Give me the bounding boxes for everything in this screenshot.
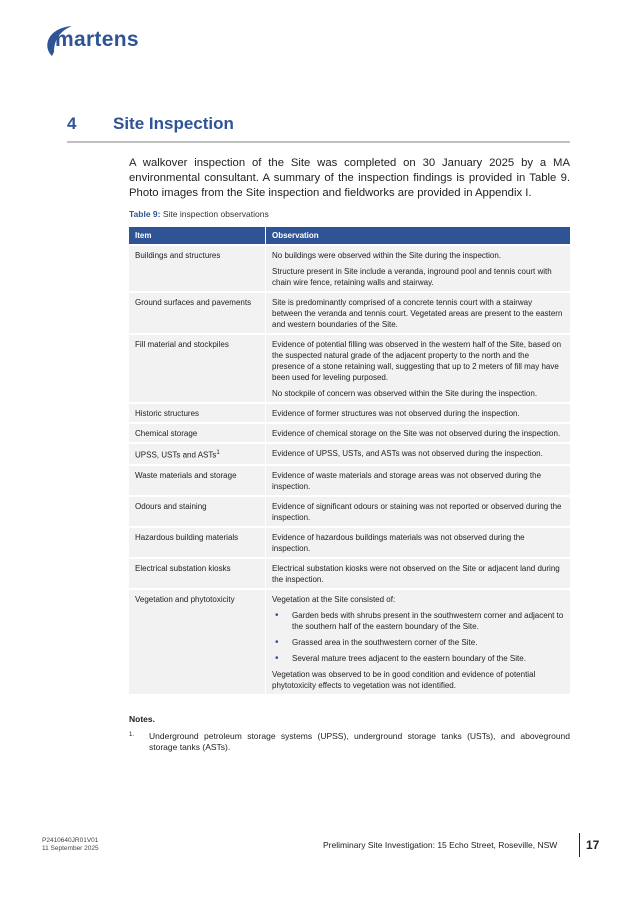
table-caption xyxy=(129,209,269,219)
item-cell xyxy=(129,292,266,334)
item-cell xyxy=(129,334,266,403)
footer-title: Preliminary Site Investigation: 15 Echo Street, Roseville, NSW xyxy=(323,840,558,850)
observation-cell xyxy=(266,558,571,589)
footer-reference xyxy=(42,837,99,853)
note-item xyxy=(129,731,570,753)
observation-text: No stockpile of concern was observed within the Site during the inspection. xyxy=(272,389,538,398)
item-label: Ground surfaces and pavements xyxy=(135,298,252,307)
table-row xyxy=(129,423,570,443)
intro-paragraph: A walkover inspection of the Site was completed on 30 January 2025 by a MA environmental consultant. A summary of the inspection findings is provided in Table 9. Photo images from the Site inspection and fieldworks are provided in Appendix I. xyxy=(129,157,570,199)
header-item: Item xyxy=(129,227,266,245)
section-title: Site Inspection xyxy=(113,114,234,133)
logo: martens xyxy=(55,28,139,51)
list-item: • Grassed area in the southwestern corner of the Site. xyxy=(272,637,564,648)
notes-title: Notes. xyxy=(129,714,155,724)
item-cell xyxy=(129,589,266,694)
header-observation: Observation xyxy=(266,227,571,245)
observation-text: Vegetation was observed to be in good condition and evidence of potential phytotoxicity effects to vegetation was not identified. xyxy=(272,669,536,690)
observation-cell xyxy=(266,496,571,527)
note-number: 1. xyxy=(129,732,135,738)
table-caption-text: Site inspection observations xyxy=(160,209,269,219)
observation-text: Evidence of potential filling was observed in the western half of the Site, based on the suspected natural grade of the adjacent property to the north and the presence of a stone retaining wall, suggesting that up to 2 meters of fill may have been used for leveling purposed. xyxy=(272,340,562,382)
item-label: Historic structures xyxy=(135,409,200,418)
item-label: Waste materials and storage xyxy=(135,470,237,480)
observation-text: No buildings were observed within the Site during the inspection. xyxy=(272,251,502,260)
observation-text: Evidence of hazardous buildings materials was not observed during the inspection. xyxy=(272,532,525,553)
heading-divider xyxy=(67,141,570,143)
footer-date: 11 September 2025 xyxy=(42,845,99,852)
observation-cell xyxy=(266,443,571,465)
footnote-ref: 1 xyxy=(216,450,220,456)
item-cell xyxy=(129,403,266,423)
table-row xyxy=(129,334,570,403)
observation-cell xyxy=(266,245,571,292)
item-label: Chemical storage xyxy=(135,429,198,438)
table-row xyxy=(129,465,570,496)
observation-text: Evidence of waste materials and storage areas was not observed during the inspection. xyxy=(272,470,542,491)
item-label: Fill material and stockpiles xyxy=(135,340,229,349)
section-number: 4 xyxy=(67,114,77,133)
inspection-table xyxy=(129,227,570,694)
page-number: 17 xyxy=(586,838,600,852)
observation-cell xyxy=(266,527,571,558)
table-caption-label: Table 9: xyxy=(129,209,161,219)
observation-text: Evidence of UPSS, USTs, and ASTs was not observed during the inspection. xyxy=(272,449,543,458)
note-text: Underground petroleum storage systems (UPSS), underground storage tanks (USTs), and aboveground storage tanks (ASTs). xyxy=(149,731,570,752)
item-cell xyxy=(129,245,266,292)
observation-text: Site is predominantly comprised of a concrete tennis court with a stairway between the veranda and tennis court. Vegetated areas are present to the eastern and western boundaries of the Site. xyxy=(272,298,563,329)
item-label: UPSS, USTs and ASTs xyxy=(135,450,217,460)
table-row xyxy=(129,292,570,334)
item-cell xyxy=(129,423,266,443)
item-cell xyxy=(129,558,266,589)
observation-text: Evidence of significant odours or staining was not reported or observed during the inspection. xyxy=(272,501,562,522)
table-row xyxy=(129,245,570,292)
item-cell xyxy=(129,496,266,527)
observation-cell xyxy=(266,403,571,423)
observation-cell xyxy=(266,423,571,443)
observation-text: Evidence of former structures was not observed during the inspection. xyxy=(272,409,520,418)
footer-doc-ref: P2410640JR01V01 xyxy=(42,837,99,844)
item-label: Hazardous building materials xyxy=(135,532,239,542)
observation-text: Electrical substation kiosks were not observed on the Site or adjacent land during the inspection. xyxy=(272,563,560,584)
item-label: Vegetation and phytotoxicity xyxy=(135,594,235,604)
item-label: Electrical substation kiosks xyxy=(135,563,231,573)
item-cell xyxy=(129,443,266,465)
table-row xyxy=(129,496,570,527)
item-cell xyxy=(129,465,266,496)
table-row xyxy=(129,527,570,558)
footer-divider xyxy=(579,833,580,857)
section-heading xyxy=(67,114,234,134)
observation-text: Vegetation at the Site consisted of: xyxy=(272,594,396,604)
list-item: • Several mature trees adjacent to the eastern boundary of the Site. xyxy=(272,653,564,664)
table-row xyxy=(129,558,570,589)
table-row xyxy=(129,443,570,465)
observation-text: Evidence of chemical storage on the Site was not observed during the inspection. xyxy=(272,429,561,438)
table-header-row xyxy=(129,227,570,245)
observation-cell xyxy=(266,292,571,334)
observation-cell xyxy=(266,465,571,496)
item-label: Odours and staining xyxy=(135,501,207,511)
item-cell xyxy=(129,527,266,558)
observation-cell xyxy=(266,589,571,694)
table-row xyxy=(129,589,570,694)
item-label: Buildings and structures xyxy=(135,251,221,260)
observation-cell xyxy=(266,334,571,403)
list-item: • Garden beds with shrubs present in the southwestern corner and adjacent to the southern half of the eastern boundary of the Site. xyxy=(272,610,564,632)
observation-text: Structure present in Site include a veranda, inground pool and tennis court with chain wire fence, retaining walls and stairway. xyxy=(272,267,552,287)
table-row xyxy=(129,403,570,423)
observation-list xyxy=(272,610,564,664)
